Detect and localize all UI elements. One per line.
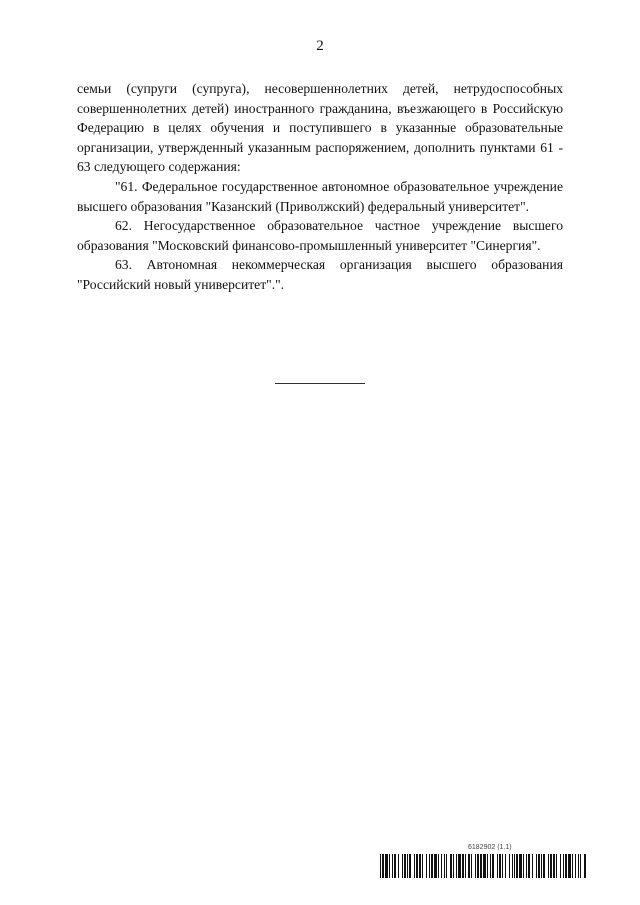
barcode-bar xyxy=(404,854,406,878)
barcode-bar xyxy=(560,854,561,878)
barcode-bar xyxy=(553,854,555,878)
barcode-bar xyxy=(502,854,503,878)
barcode-bar xyxy=(398,854,399,878)
barcode-bar xyxy=(568,854,571,878)
barcode-bar xyxy=(429,854,430,878)
barcode-bar xyxy=(471,854,472,878)
barcode-bar xyxy=(536,854,537,878)
barcode-bar xyxy=(490,854,491,878)
barcode-bar xyxy=(402,854,403,878)
barcode-bar xyxy=(541,854,542,878)
barcode-bar xyxy=(385,854,388,878)
page-number: 2 xyxy=(316,38,324,54)
barcode-bar xyxy=(514,854,515,878)
paragraph-item-63: 63. Автономная некоммерческая организация высшего образования "Российский новый университет".". xyxy=(77,257,563,292)
barcode-bar xyxy=(499,854,501,878)
barcode-bar xyxy=(422,854,423,878)
barcode-bar xyxy=(444,854,445,878)
barcode-bar xyxy=(441,854,442,878)
barcode-bar xyxy=(565,854,567,878)
paragraph-item-61: "61. Федеральное государственное автономное образовательное учреждение высшего образования "Казанский (Приволжский) федеральный университет". xyxy=(77,178,563,214)
barcode-bar xyxy=(480,854,482,878)
separator-line xyxy=(275,383,365,384)
barcode xyxy=(380,854,586,878)
barcode-bar xyxy=(548,854,549,878)
barcode-bar xyxy=(419,854,421,878)
barcode-bar xyxy=(509,854,510,878)
barcode-bar xyxy=(526,854,527,878)
barcode-bar xyxy=(394,854,396,878)
barcode-bar xyxy=(543,854,545,878)
barcode-bar xyxy=(446,854,447,878)
barcode-bar xyxy=(483,854,486,878)
barcode-bar xyxy=(389,854,390,878)
paragraph-item-62: 62. Негосударственное образовательное частное учреждение высшего образования "Московский финансово-промышленный университет "Синергия". xyxy=(77,218,563,253)
barcode-bar xyxy=(426,854,427,878)
barcode-bar xyxy=(407,854,408,878)
barcode-bar xyxy=(465,854,466,878)
barcode-bar xyxy=(575,854,576,878)
paragraph-intro: семьи (супруги (супруга), несовершеннолетних детей, нетрудоспособных совершеннолетних детей) иностранного гражданина, въезжающего в Российскую Федерацию в целях обучения и поступившего в указанные образовательные организации, утвержденный указанным распоряжением, дополнить пунктами 61 - 63 следующего содержания: xyxy=(77,81,563,175)
barcode-bar xyxy=(556,854,557,878)
barcode-bar xyxy=(477,854,479,878)
barcode-bar xyxy=(487,854,488,878)
barcode-bar xyxy=(563,854,564,878)
barcode-bar xyxy=(450,854,452,878)
barcode-bar xyxy=(458,854,461,878)
barcode-bar xyxy=(382,854,384,878)
barcode-bar xyxy=(453,854,454,878)
barcode-bar xyxy=(528,854,530,878)
barcode-bar xyxy=(409,854,411,878)
barcode-bar xyxy=(580,854,581,878)
barcode-bar xyxy=(438,854,439,878)
barcode-bar xyxy=(538,854,540,878)
barcode-bar xyxy=(416,854,418,878)
barcode-bar xyxy=(456,854,457,878)
barcode-bar xyxy=(392,854,393,878)
barcode-bar xyxy=(434,854,437,878)
barcode-bar xyxy=(380,854,381,878)
barcode-bar xyxy=(468,854,470,878)
barcode-bar xyxy=(519,854,522,878)
barcode-bar xyxy=(550,854,552,878)
barcode-bar xyxy=(523,854,524,878)
barcode-bar xyxy=(584,854,586,878)
barcode-bar xyxy=(505,854,506,878)
document-body xyxy=(77,79,563,295)
barcode-bar xyxy=(414,854,415,878)
barcode-bar xyxy=(497,854,498,878)
barcode-bar xyxy=(578,854,579,878)
barcode-bar xyxy=(512,854,513,878)
barcode-bar xyxy=(572,854,573,878)
barcode-bar xyxy=(462,854,464,878)
barcode-number: 6182902 (1.1) xyxy=(468,844,512,851)
barcode-bar xyxy=(492,854,494,878)
barcode-bar xyxy=(532,854,533,878)
barcode-bar xyxy=(431,854,433,878)
barcode-bar xyxy=(516,854,518,878)
barcode-bar xyxy=(475,854,476,878)
